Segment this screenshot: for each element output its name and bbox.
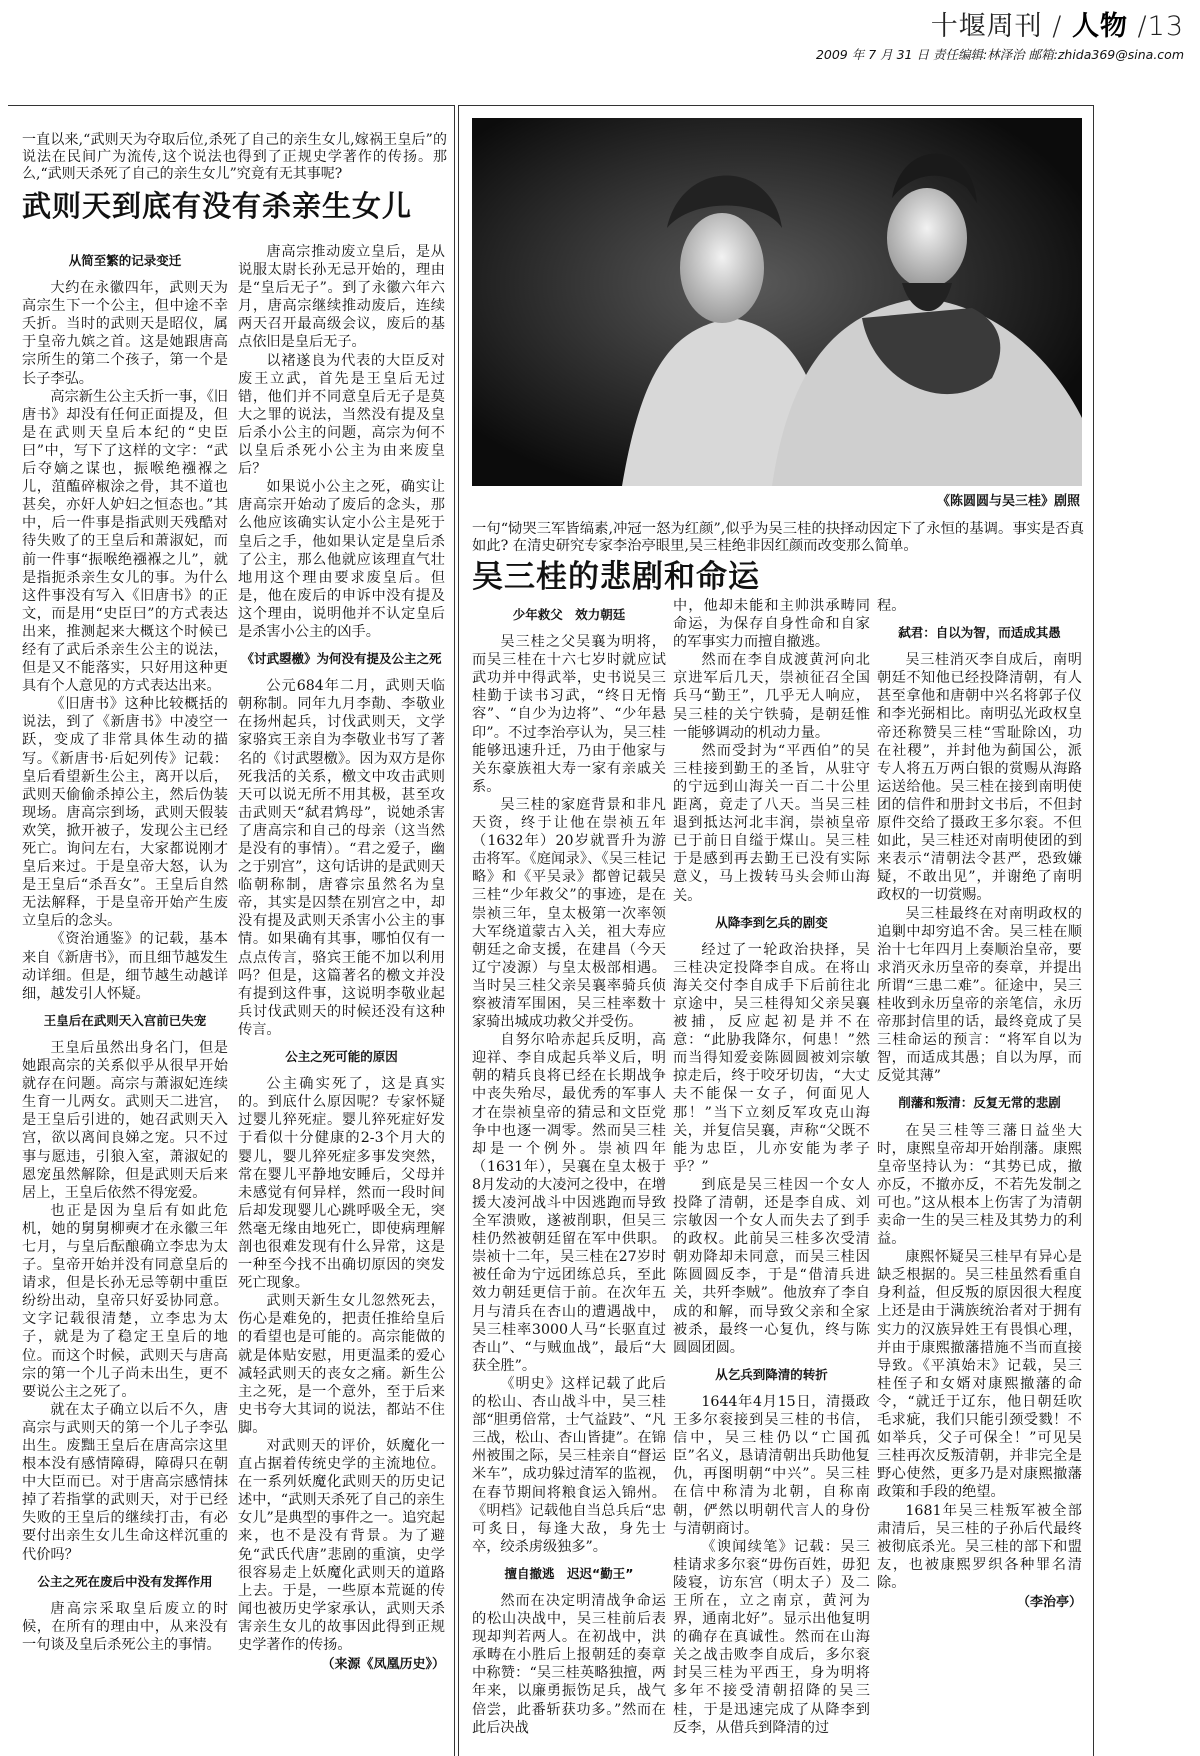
paragraph: 程。 <box>877 598 906 614</box>
right-article-column-3 <box>877 597 1082 1612</box>
paragraph: 吴三桂的家庭背景和非凡天资，终于让他在崇祯五年（1632年）20岁就晋升为游击将军。《庭闻录》、《吴三桂记略》和《平吴录》都曾记载吴三桂“少年救父”的事迹，是在崇祯三年，皇太极第一次率领大军绕道蒙古入关，祖大寿应朝廷之命支援，在建昌（今天辽宁凌源）与皇太极部相遇。当时吴三桂父亲吴襄率骑兵侦察被清军围困，吴三桂率数十家骑出城成功救父并受伤。 <box>472 796 666 1031</box>
paragraph: 自努尔哈赤起兵反明，高迎祥、李自成起兵举义后，明朝的精兵良将已经在长期战争中丧失殆尽，最优秀的军事人才在崇祯皇帝的猜忌和文臣党争中也逐一凋零。然而吴三桂却是一个例外。崇祯四年（1631年），吴襄在皇太极于8月发动的大凌河之役中，在增援大凌河战斗中因逃跑而导致全军溃败，遂被削职，但吴三桂仍然被朝廷留在军中供职。崇祯十二年，吴三桂在27岁时被任命为宁远团练总兵，至此效力朝廷更信于前。在次年五月与清兵在杏山的遭遇战中，吴三桂率3000人马“长驱直过杏山”、“与贼血战”，最后“大获全胜”。 <box>472 1032 666 1374</box>
section-heading: 王皇后在武则天入宫前已失宠 <box>43 1012 207 1028</box>
right-article-column-2 <box>673 597 870 1737</box>
section-heading: 少年救父 效力朝廷 <box>512 607 626 622</box>
paragraph: 到底是吴三桂因一个女人投降了清朝，还是李自成、刘宗敏因一个女人而失去了到手的政权。此前吴三桂多次受清朝劝降却未同意，而吴三桂因陈圆圆反李，于是“借清兵进关，共歼李贼”。他放弃了李自成的和解，而导致父亲和全家被杀，最终一心复仇，终与陈圆圆团圆。 <box>673 1176 870 1356</box>
stage-photo-image <box>472 118 1082 486</box>
section-heading: 从乞兵到降清的转折 <box>715 1366 828 1382</box>
masthead <box>816 4 1184 63</box>
paragraph: 以褚遂良为代表的大臣反对废王立武，首先是王皇后无过错，他们并不同意皇后无子是莫大之罪的说法，当然没有提及皇后杀小公主的问题，高宗为何不以皇后杀死小公主为由来废皇后？ <box>238 352 445 478</box>
paragraph: 1681年吴三桂叛军被全部肃清后，吴三桂的子孙后代最终被彻底杀光。吴三桂的部下和盟友，也被康熙罗织各种罪名清除。 <box>877 1502 1082 1591</box>
photo-caption: 《陈圆圆与吴三桂》剧照 <box>936 494 1080 509</box>
section-heading: 擅自撤逃 迟迟“勤王” <box>504 1565 634 1581</box>
paragraph: 大约在永徽四年，武则天为高宗生下一个公主，但中途不幸夭折。当时的武则天是昭仪，属于皇帝九嫔之首。这是她跟唐高宗所生的第二个孩子，第一个是长子李弘。 <box>22 280 228 387</box>
masthead-dateline: 2009 年 7 月 31 日 责任编辑:林泽治 邮箱:zhida369@sina.com <box>815 47 1184 62</box>
paragraph: 1644年4月15日，清摄政王多尔衮接到吴三桂的书信，信中，吴三桂仍以“亡国孤臣”名义，恳请清朝出兵助他复仇，再图明朝“中兴”。吴三桂在信中称清为北朝，自称南朝，俨然以明朝代言人的身份与清朝商讨。 <box>673 1393 870 1537</box>
paragraph: 公元684年二月，武则天临朝称制。同年九月李勣、李敬业在扬州起兵，讨伐武则天，文学家骆宾王亲自为李敬业书写了著名的《讨武曌檄》。因为双方是你死我活的关系，檄文中攻击武则天可以说无所不用其极，甚至攻击武则天“弑君鸩母”，说她杀害了唐高宗和自己的母亲（这当然是没有的事情）。“君之爱子，幽之于别宫”，这句话讲的是武则天临朝称制，唐睿宗虽然名为皇帝，其实是囚禁在别宫之中，却没有提及武则天杀害小公主的事情。如果确有其事，哪怕仅有一点点传言，骆宾王能不加以利用吗？但是，这篇著名的檄文并没有提到这件事，这说明李敬业起兵讨伐武则天的时候还没有这种传言。 <box>238 678 445 1038</box>
paragraph: 吴三桂消灭李自成后，南明朝廷不知他已经投降清朝，有人甚至拿他和唐朝中兴名将郭子仪和李光弼相比。南明弘光政权皇帝还称赞吴三桂“雪耻除凶，功在社稷”，并封他为蓟国公，派专人将五万两白银的赏赐从海路运送给他。吴三桂在接到南明使团的信件和册封文书后，不但封原件交给了摄政王多尔衮。不但如此，吴三桂还对南明使团的到来表示“清朝法令甚严，恐致嫌疑，不敢出见”，并谢绝了南明政权的一切赏赐。 <box>877 652 1082 904</box>
paragraph: 吴三桂之父吴襄为明将，而吴三桂在十六七岁时就应试武功并中得武举，史书说吴三桂勤于读书习武，“终日无惰容”、“自少为边将”、“少年悬印”。不过李治亭认为，吴三桂能够迅速升迁，乃由于他家与关东豪族祖大寿一家有亲戚关系。 <box>472 634 666 795</box>
section-heading: 削藩和叛清：反复无常的悲剧 <box>898 1095 1061 1111</box>
paragraph: 《资治通鉴》的记载，基本来自《新唐书》，而且细节越发生动详细。但是，细节越生动越详细，越发引人怀疑。 <box>22 931 228 1002</box>
paragraph: 康熙怀疑吴三桂早有异心是缺乏根据的。吴三桂虽然看重自身利益，但反叛的原因很大程度上还是由于满族统治者对于拥有实力的汉族异姓王有畏惧心理，并由于康熙撤藩措施不当而直接导致。《平滇始末》记载，吴三桂侄子和女婿对康熙撤藩的命令，“就迁于辽东，他日朝廷吹毛求疵，我们只能引颈受戮！不如举兵，父子可保全！”可见吴三桂再次反叛清朝，并非完全是野心使然，更多乃是对康熙撤藩政策和手段的绝望。 <box>877 1249 1082 1501</box>
right-article-column-1 <box>472 597 666 1737</box>
paragraph: 唐高宗采取皇后废立的时候，在所有的理由中，从来没有一句谈及皇后杀死公主的事情。 <box>22 1600 228 1653</box>
paragraph: 武则天新生女儿忽然死去，伤心是难免的，把责任推给皇后的看望也是可能的。高宗能做的就是体贴安慰，用更温柔的爱心减轻武则天的丧女之痛。新生公主之死，是一个意外，至于后来史书夸大其词的说法，都站不住脚。 <box>238 1293 445 1436</box>
paragraph: 《旧唐书》这种比较概括的说法，到了《新唐书》中凌空一跃，变成了非常具体生动的描写。《新唐书·后妃列传》记载：皇后看望新生公主，离开以后，武则天偷偷杀掉公主，然后伪装现场。唐高宗到场，武则天假装欢笑，掀开被子，发现公主已经死亡。询问左右，大家都说刚才皇后来过。于是皇帝大怒，认为是王皇后“杀吾女”。王皇后自然无法解释，于是皇帝开始产生废立皇后的念头。 <box>22 696 228 930</box>
section-heading: 《讨武曌檄》为何没有提及公主之死 <box>241 651 442 667</box>
paragraph: 对武则天的评价，妖魔化一直占据着传统史学的主流地位。在一系列妖魔化武则天的历史记述中，“武则天杀死了自己的亲生女儿”是典型的事件之一。追究起来，也不是没有背景。为了避免“武氏代唐”悲剧的重演，史学很容易走上妖魔化武则天的道路上去。于是，一些原本荒诞的传闻也被历史学家承认，武则天杀害亲生女儿的故事因此得到正规史学著作的传扬。 <box>238 1438 445 1654</box>
paragraph: 《明史》这样记载了此后的松山、杏山战斗中，吴三桂部“胆勇倍常，士气益跂”、“凡三战，松山、杏山皆捷”。在锦州被围之际，吴三桂亲自“督运米车”，成功躲过清军的监视，在春节期间将粮食运入锦州。《明档》记载他自当总兵后“忠可炙日，每逢大敌，身先士卒，绞杀虏级独多”。 <box>472 1375 666 1555</box>
left-article-title: 武则天到底有没有杀亲生女儿 <box>22 189 413 223</box>
paragraph: 然而在决定明清战争命运的松山决战中，吴三桂前后表现却判若两人。在初战中，洪承畴在小胜后上报朝廷的奏章中称赞：“吴三桂英略独擅，两年来，以廉勇振饬足兵，战气倍尝，此番斩获功多。”然而在此后决战 <box>472 1592 666 1736</box>
section-heading: 从简至繁的记录变迁 <box>68 253 182 268</box>
section-heading: 从降李到乞兵的剧变 <box>715 914 828 930</box>
paragraph: 如果说小公主之死，确实让唐高宗开始动了废后的念头，那么他应该确实认定小公主是死于皇后之手，他如果认定是皇后杀了公主，那么他就应该理直气壮地用这个理由要求废皇后。但是，他在废后的申诉中没有提及这个理由，说明他并不认定皇后是杀害小公主的凶手。 <box>238 479 445 640</box>
paragraph: 吴三桂最终在对南明政权的追剿中却穷追不舍。吴三桂在顺治十七年四月上奏顺治皇帝，要求消灭永历皇帝的奏章，并提出所谓“三患二难”。征途中，吴三桂收到永历皇帝的亲笔信，永历帝那封信里的话，最终竟成了吴三桂命运的预言：“将军自以为智，而适成其愚；自以为厚，而反觉其薄” <box>877 905 1082 1085</box>
paragraph: 经过了一轮政治抉择，吴三桂决定投降李自成。在将山海关交付李自成手下后前往北京途中，吴三桂得知父亲吴襄被捕，反应起初是并不在意：“此胁我降尔，何患！”然而当得知爱妾陈圆圆被刘宗敏掠走后，终于咬牙切齿，“大丈夫不能保一女子，何面见人那！”当下立刻反军攻克山海关，并复信吴襄，声称“父既不能为忠臣，儿亦安能为孝子乎？” <box>673 941 870 1175</box>
paragraph: 在吴三桂等三藩日益坐大时，康熙皇帝却开始削藩。康熙皇帝坚持认为：“其势已成，撤亦反，不撤亦反，不若先发制之可也。”这从根本上伤害了为清朝卖命一生的吴三桂及其势力的利益。 <box>877 1122 1082 1248</box>
paragraph: 高宗新生公主夭折一事，《旧唐书》却没有任何正面提及，但是在武则天皇后本纪的“史臣曰”中，写下了这样的文字：“武后夺嫡之谋也，振喉绝襁褓之儿，菹醢碎椒涂之骨，其不道也甚矣，亦奸人妒妇之恒态也。”其中，后一件事是指武则天残酷对待失败了的王皇后和萧淑妃，而前一件事“振喉绝襁褓之儿”，就是指扼杀亲生女儿的事。为什么这件事没有写入《旧唐书》的正文，而是用“史臣曰”的方式表达出来，推测起来大概这个时候已经有了武后杀亲生公主的说法，但是又不能落实，只好用这种更具有个人意见的方式表达出来。 <box>22 388 228 695</box>
stage-photo <box>472 118 1082 486</box>
page-number: 13 <box>1147 11 1184 42</box>
paragraph: 也正是因为皇后有如此危机，她的舅舅柳奭才在永徽三年七月，与皇后酝酿确立李忠为太子。皇帝开始并没有同意皇后的请求，但是长孙无忌等朝中重臣纷纷出动，皇帝只好妥协同意。文字记载很清楚，立李忠为太子，就是为了稳定王皇后的地位。而这个时候，武则天与唐高宗的第一个儿子尚未出生，更不要说公主之死了。 <box>22 1202 228 1400</box>
section-name: 人物 <box>1071 11 1128 42</box>
section-heading: 弑君：自以为智，而适成其愚 <box>898 625 1061 641</box>
left-article-column-2 <box>238 243 445 1674</box>
source-credit: （李治亭） <box>1016 1594 1082 1610</box>
paper-name: 十堰周刊 <box>930 11 1043 42</box>
left-article-column-1 <box>22 243 228 1654</box>
paragraph: 就在太子确立以后不久，唐高宗与武则天的第一个儿子李弘出生。废黜王皇后在唐高宗这里根本没有感情障碍，障碍只在朝中大臣而已。对于唐高宗感情抹掉了若指掌的武则天，对于已经失败的王皇后的继续打击，有必要付出亲生女儿生命这样沉重的代价吗？ <box>22 1401 228 1563</box>
paragraph: 然而受封为“平西伯”的吴三桂接到勤王的圣旨，从驻守的宁远到山海关一百二十公里距离，竟走了八天。当吴三桂退到抵达河北丰润，崇祯皇帝已于前日自缢于煤山。吴三桂于是感到再去勤王已没有实际意义，马上拨转马头会师山海关。 <box>673 742 870 904</box>
paragraph: 《谀闻续笔》记载：吴三桂请求多尔衮“毋伤百姓，毋犯陵寝，访东宫（明太子）及二王所在，立之南京，黄河为界，通南北好”。显示出他复明的确存在真诚性。然而在山海关之战击败李自成后，多尔衮封吴三桂为平西王，身为明将多年不接受清朝招降的吴三桂，于是迅速完成了从降李到反李，从借兵到降清的过 <box>673 1538 870 1736</box>
paragraph: 中，他却未能和主帅洪承畴同命运，为保存自身性命和自家的军事实力而擅自撤逃。 <box>673 598 870 651</box>
left-article-intro: 一直以来,“武则天为夺取后位,杀死了自己的亲生女儿,嫁祸王皇后”的说法在民间广为流传,这个说法也得到了正规史学著作的传扬。那么,“武则天杀死了自己的亲生女儿”究竟有无其事呢? <box>22 132 447 182</box>
section-heading: 公主之死可能的原因 <box>285 1049 398 1065</box>
section-heading: 公主之死在废后中没有发挥作用 <box>37 1573 213 1589</box>
right-article-title: 吴三桂的悲剧和命运 <box>472 559 760 595</box>
source-credit: （来源《凤凰历史》） <box>321 1657 445 1673</box>
masthead-title: 十堰周刊 / 人物 /13 <box>930 11 1184 42</box>
paragraph: 王皇后虽然出身名门，但是她跟高宗的关系似乎从很早开始就存在问题。高宗与萧淑妃连续生育一儿两女。武则天二进宫，是王皇后引进的，她召武则天入宫，欲以离间良娣之宠。只不过事与愿违，引狼入室，萧淑妃的恩宠虽然解除，但是武则天后来居上，王皇后依然不得宠爱。 <box>22 1039 228 1201</box>
right-article-intro: 一句“恸哭三军皆缟素,冲冠一怒为红颜”,似乎为吴三桂的抉择动因定下了永恒的基调。事实是否真如此? 在清史研究专家李治亭眼里,吴三桂绝非因红颜而改变那么简单。 <box>472 521 1084 554</box>
paragraph: 公主确实死了，这是真实的。到底什么原因呢？专家怀疑过婴儿猝死症。婴儿猝死症好发于看似十分健康的2-3个月大的婴儿，婴儿猝死症多事发突然，常在婴儿平静地安睡后，父母并未感觉有何异样，然而一段时间后却发现婴儿心跳呼吸全无，突然毫无缘由地死亡，即使病理解剖也很难发现有什么异常，这是一种至今找不出确切原因的突发死亡现象。 <box>238 1076 445 1292</box>
paragraph: 然而在李自成渡黄河向北京进军后几天，崇祯征召全国兵马“勤王”，几乎无人响应，吴三桂的关宁铁骑，是朝廷惟一能够调动的机动力量。 <box>673 652 870 741</box>
paragraph: 唐高宗推动废立皇后，是从说服太尉长孙无忌开始的，理由是“皇后无子”。到了永徽六年六月，唐高宗继续推动废后，连续两天召开最高级会议，废后的基点依旧是皇后无子。 <box>238 244 445 351</box>
